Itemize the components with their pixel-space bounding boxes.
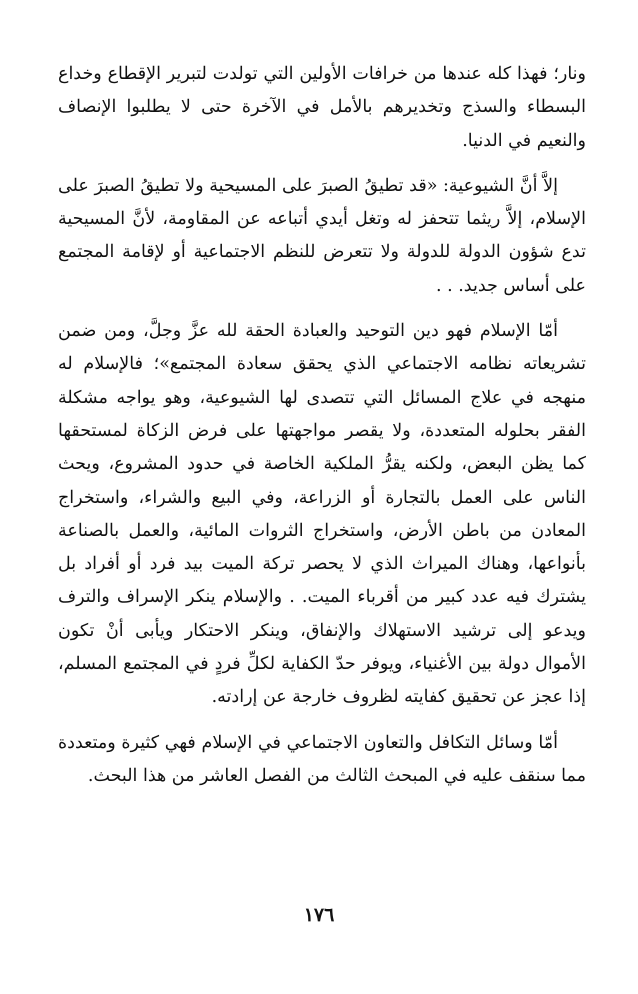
paragraph-1: ونار؛ فهذا كله عندها من خرافات الأولين التي تولدت لتبرير الإقطاع وخداع البسطاء والسذج وتخديرهم بالأمل في الآخرة حتى لا يطلبوا الإنصاف والنعيم في الدنيا.: [58, 64, 586, 151]
paragraph-4: أمّا وسائل التكافل والتعاون الاجتماعي في الإسلام فهي كثيرة ومتعددة مما سنقف عليه في المبحث الثالث من الفصل العاشر من هذا البحث.: [58, 732, 586, 786]
page-body: [0, 58, 638, 805]
paragraph-2: إلاَّ أنَّ الشيوعية: «قد تطيقُ الصبرَ على المسيحية ولا تطيقُ الصبرَ على الإسلام، إلاَّ ريثما تتحفز له وتغل أيدي أتباعه عن المقاومة، لأنَّ المسيحية تدع شؤون الدولة للدولة ولا تتعرض للنظم الاجتماعية أو لإقامة المجتمع على أساس جديد. . .: [58, 175, 586, 296]
paragraph-3: أمّا الإسلام فهو دين التوحيد والعبادة الحقة لله عزَّ وجلَّ، ومن ضمن تشريعاته نظامه الاجتماعي الذي يحقق سعادة المجتمع»؛ فالإسلام له منهجه في علاج المسائل التي تتصدى لها الشيوعية، وهو يواجه مشكلة الفقر بحلوله المتعددة، ولا يقصر مواجهتها على فرض الزكاة لمستحقها كما يظن البعض، ولكنه يقرُّ الملكية الخاصة في حدود المشروع، ويحث الناس على العمل بالتجارة أو الزراعة، وفي البيع والشراء، واستخراج المعادن من باطن الأرض، واستخراج الثروات المائية، والعمل بالصناعة بأنواعها، وهناك الميراث الذي لا يحصر تركة الميت بيد فرد أو أفراد بل يشترك فيه عدد كبير من أقرباء الميت. . والإسلام ينكر الإسراف والترف ويدعو إلى ترشيد الاستهلاك والإنفاق، وينكر الاحتكار ويأبى أنْ تكون الأموال دولة بين الأغنياء، ويوفر حدّ الكفاية لكلِّ فردٍ في المجتمع المسلم، إذا عجز عن تحقيق كفايته لظروف خارجة عن إرادته.: [58, 321, 586, 708]
page-number: ١٧٦: [303, 904, 335, 926]
